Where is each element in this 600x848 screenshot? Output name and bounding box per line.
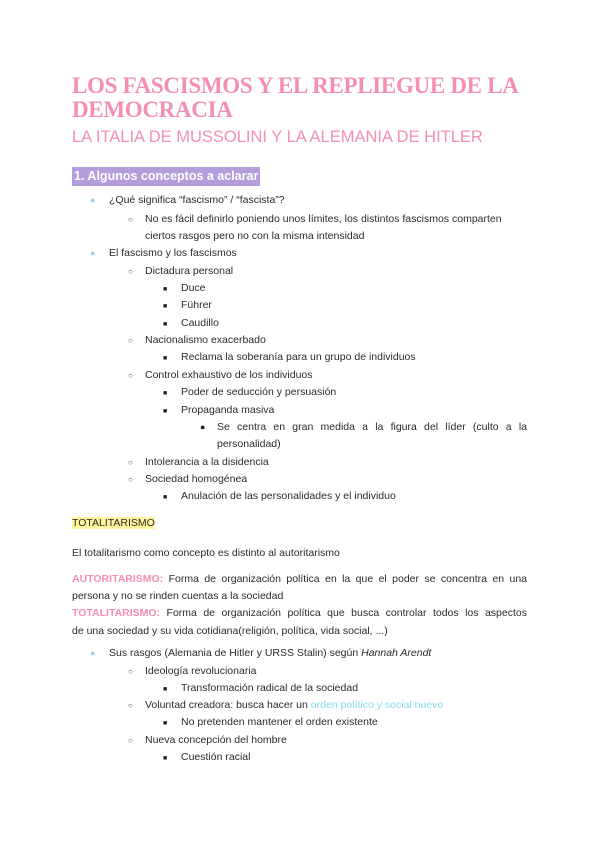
list-item: Ideología revolucionaria <box>145 665 257 677</box>
bullet-square-icon: ■ <box>163 408 168 415</box>
bullet-square-icon: ■ <box>163 494 168 501</box>
paragraph: persona y no se rinden cuentas a la sociedad <box>72 590 284 602</box>
list-item: Voluntad creadora: busca hacer un orden político y social nuevo <box>145 699 444 711</box>
list-item: Propaganda masiva <box>181 404 275 416</box>
paragraph: de una sociedad y su vida cotidiana(religión, política, vida social, ...) <box>72 625 388 637</box>
bullet-square-icon: ■ <box>163 390 168 397</box>
paragraph: El totalitarismo como concepto es distinto al autoritarismo <box>72 547 340 559</box>
bullet-square-icon: ■ <box>163 286 168 293</box>
list-item: Cuestión racial <box>181 751 251 763</box>
list-item: Sociedad homogénea <box>145 473 248 485</box>
list-item: El fascismo y los fascismos <box>109 247 237 259</box>
bullet-disc-icon: ● <box>90 195 96 205</box>
list-item: ¿Qué significa “fascismo” / “fascista”? <box>109 194 285 206</box>
list-item: Sus rasgos (Alemania de Hitler y URSS Stalin) según Hannah Arendt <box>109 647 432 659</box>
bullet-square-icon: ■ <box>163 755 168 762</box>
list-item: Nueva concepción del hombre <box>145 734 287 746</box>
bullet-circle-icon: ○ <box>128 215 133 224</box>
totalitarismo-definition: TOTALITARISMO: Forma de organización política que busca controlar todos los aspectos <box>72 607 527 619</box>
totalitarismo-heading: TOTALITARISMO <box>72 517 155 529</box>
bullet-disc-icon: ● <box>90 248 96 258</box>
list-item: ciertos rasgos pero no con la misma intensidad <box>145 230 365 242</box>
list-item: personalidad) <box>217 438 281 450</box>
bullet-square-icon: ■ <box>163 686 168 693</box>
bullet-circle-icon: ○ <box>128 371 133 380</box>
bullet-square-icon: ■ <box>163 355 168 362</box>
bullet-circle-icon: ○ <box>128 667 133 676</box>
list-item: Duce <box>181 282 206 294</box>
bullet-circle-icon: ○ <box>128 458 133 467</box>
bullet-square-icon: ■ <box>163 720 168 727</box>
list-item: Anulación de las personalidades y el individuo <box>181 490 396 502</box>
bullet-circle-icon: ○ <box>128 701 133 710</box>
list-item: Nacionalismo exacerbado <box>145 334 266 346</box>
list-item: No pretenden mantener el orden existente <box>181 716 378 728</box>
bullet-disc-icon: ● <box>90 648 96 658</box>
bullet-circle-icon: ○ <box>128 475 133 484</box>
list-item: Se centra en gran medida a la figura del líder (culto a la <box>217 421 527 433</box>
list-item: Führer <box>181 299 212 311</box>
list-item: Transformación radical de la sociedad <box>181 682 359 694</box>
list-item: Control exhaustivo de los individuos <box>145 369 313 381</box>
list-item: Reclama la soberanía para un grupo de individuos <box>181 351 416 363</box>
document-subtitle: LA ITALIA DE MUSSOLINI Y LA ALEMANIA DE HITLER <box>72 128 483 146</box>
list-item: No es fácil definirlo poniendo unos límites, los distintos fascismos comparten <box>145 213 502 225</box>
document-title: LOS FASCISMOS Y EL REPLIEGUE DE LA DEMOCRACIA <box>72 73 518 122</box>
list-item: Intolerancia a la disidencia <box>145 456 269 468</box>
bullet-disc-icon: ● <box>200 422 206 432</box>
list-item: Dictadura personal <box>145 265 234 277</box>
list-item: Poder de seducción y persuasión <box>181 386 337 398</box>
bullet-circle-icon: ○ <box>128 267 133 276</box>
bullet-square-icon: ■ <box>163 321 168 328</box>
section-heading: 1. Algunos conceptos a aclarar <box>72 167 260 186</box>
list-item: Caudillo <box>181 317 219 329</box>
bullet-square-icon: ■ <box>163 303 168 310</box>
bullet-circle-icon: ○ <box>128 736 133 745</box>
bullet-circle-icon: ○ <box>128 336 133 345</box>
autoritarismo-definition: AUTORITARISMO: Forma de organización política en la que el poder se concentra en una <box>72 573 527 585</box>
